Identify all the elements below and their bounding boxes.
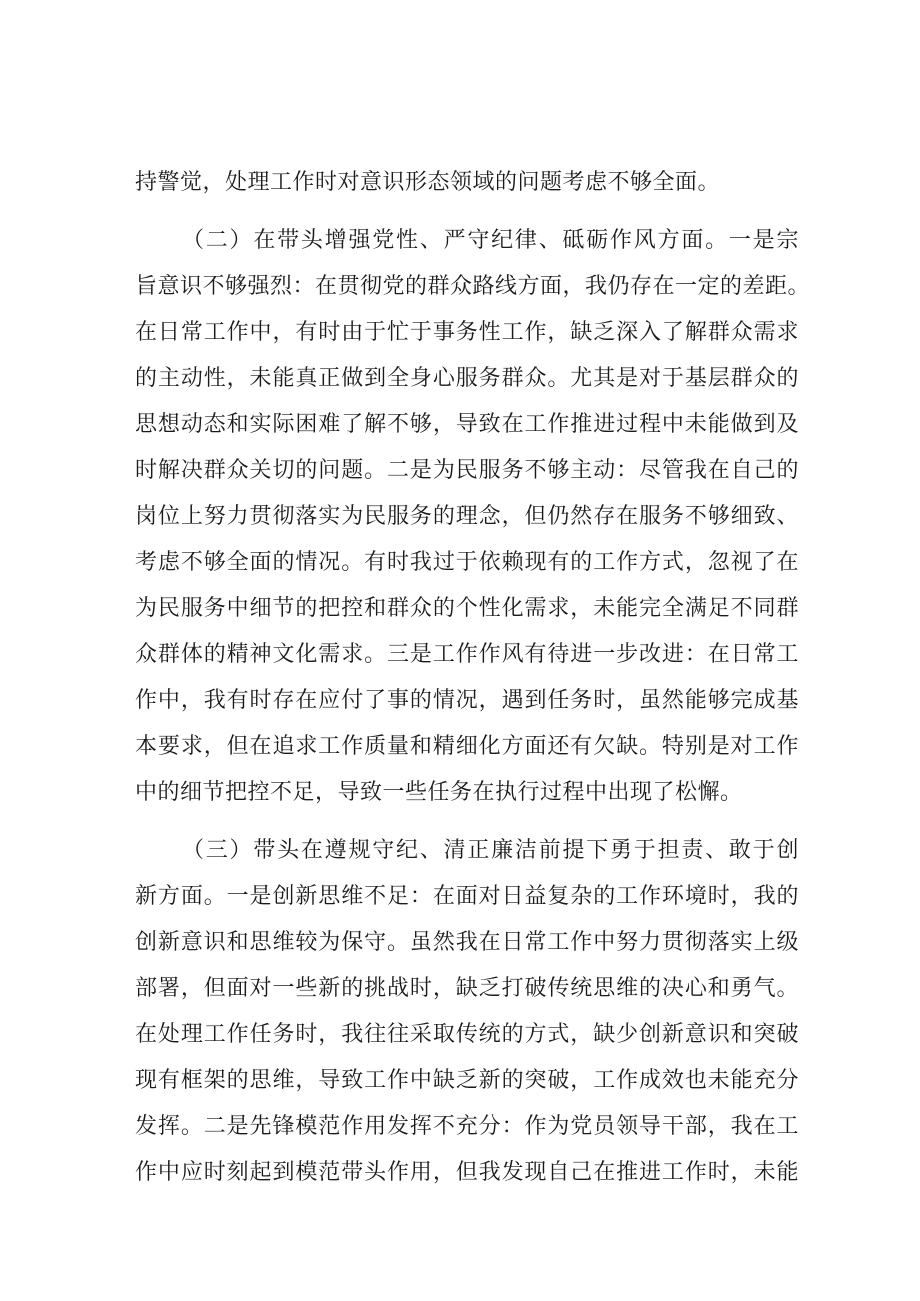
text-line: 持警觉，处理工作时对意识形态领域的问题考虑不够全面。	[135, 170, 721, 195]
text-line: 在日常工作中，有时由于忙于事务性工作，缺乏深入了解群众需求	[135, 320, 799, 345]
text-line: 思想动态和实际困难了解不够，导致在工作推进过程中未能做到及	[135, 412, 799, 437]
text-line: 新方面。一是创新思维不足：在面对日益复杂的工作环境时，我的	[135, 884, 799, 909]
text-line: 在处理工作任务时，我往往采取传统的方式，缺少创新意识和突破	[135, 1022, 799, 1047]
text-line: 现有框架的思维，导致工作中缺乏新的突破，工作成效也未能充分	[135, 1068, 799, 1093]
paragraph-heading-line: （二）在带头增强党性、严守纪律、砥砺作风方面。一是宗	[182, 228, 799, 253]
text-line: 岗位上努力贯彻落实为民服务的理念，但仍然存在服务不够细致、	[135, 504, 799, 529]
text-line: 创新意识和思维较为保守。虽然我在日常工作中努力贯彻落实上级	[135, 930, 799, 955]
text-line: 的主动性，未能真正做到全身心服务群众。尤其是对于基层群众的	[135, 366, 799, 391]
text-line: 中的细节把控不足，导致一些任务在执行过程中出现了松懈。	[135, 780, 743, 805]
text-line: 为民服务中细节的把控和群众的个性化需求，未能完全满足不同群	[135, 596, 799, 621]
text-line: 众群体的精神文化需求。三是工作作风有待进一步改进：在日常工	[135, 642, 799, 667]
text-line: 部署，但面对一些新的挑战时，缺乏打破传统思维的决心和勇气。	[135, 976, 799, 1001]
text-line: 作中，我有时存在应付了事的情况，遇到任务时，虽然能够完成基	[135, 688, 799, 713]
text-line: 考虑不够全面的情况。有时我过于依赖现有的工作方式，忽视了在	[135, 550, 799, 575]
text-line: 作中应时刻起到模范带头作用，但我发现自己在推进工作时，未能	[135, 1160, 799, 1185]
paragraph-heading-line: （三）带头在遵规守纪、清正廉洁前提下勇于担责、敢于创	[182, 838, 799, 863]
text-line: 本要求，但在追求工作质量和精细化方面还有欠缺。特别是对工作	[135, 734, 799, 759]
text-line: 旨意识不够强烈：在贯彻党的群众路线方面，我仍存在一定的差距。	[135, 274, 811, 299]
text-line: 时解决群众关切的问题。二是为民服务不够主动：尽管我在自己的	[135, 458, 799, 483]
text-line: 发挥。二是先锋模范作用发挥不充分：作为党员领导干部，我在工	[135, 1114, 799, 1139]
